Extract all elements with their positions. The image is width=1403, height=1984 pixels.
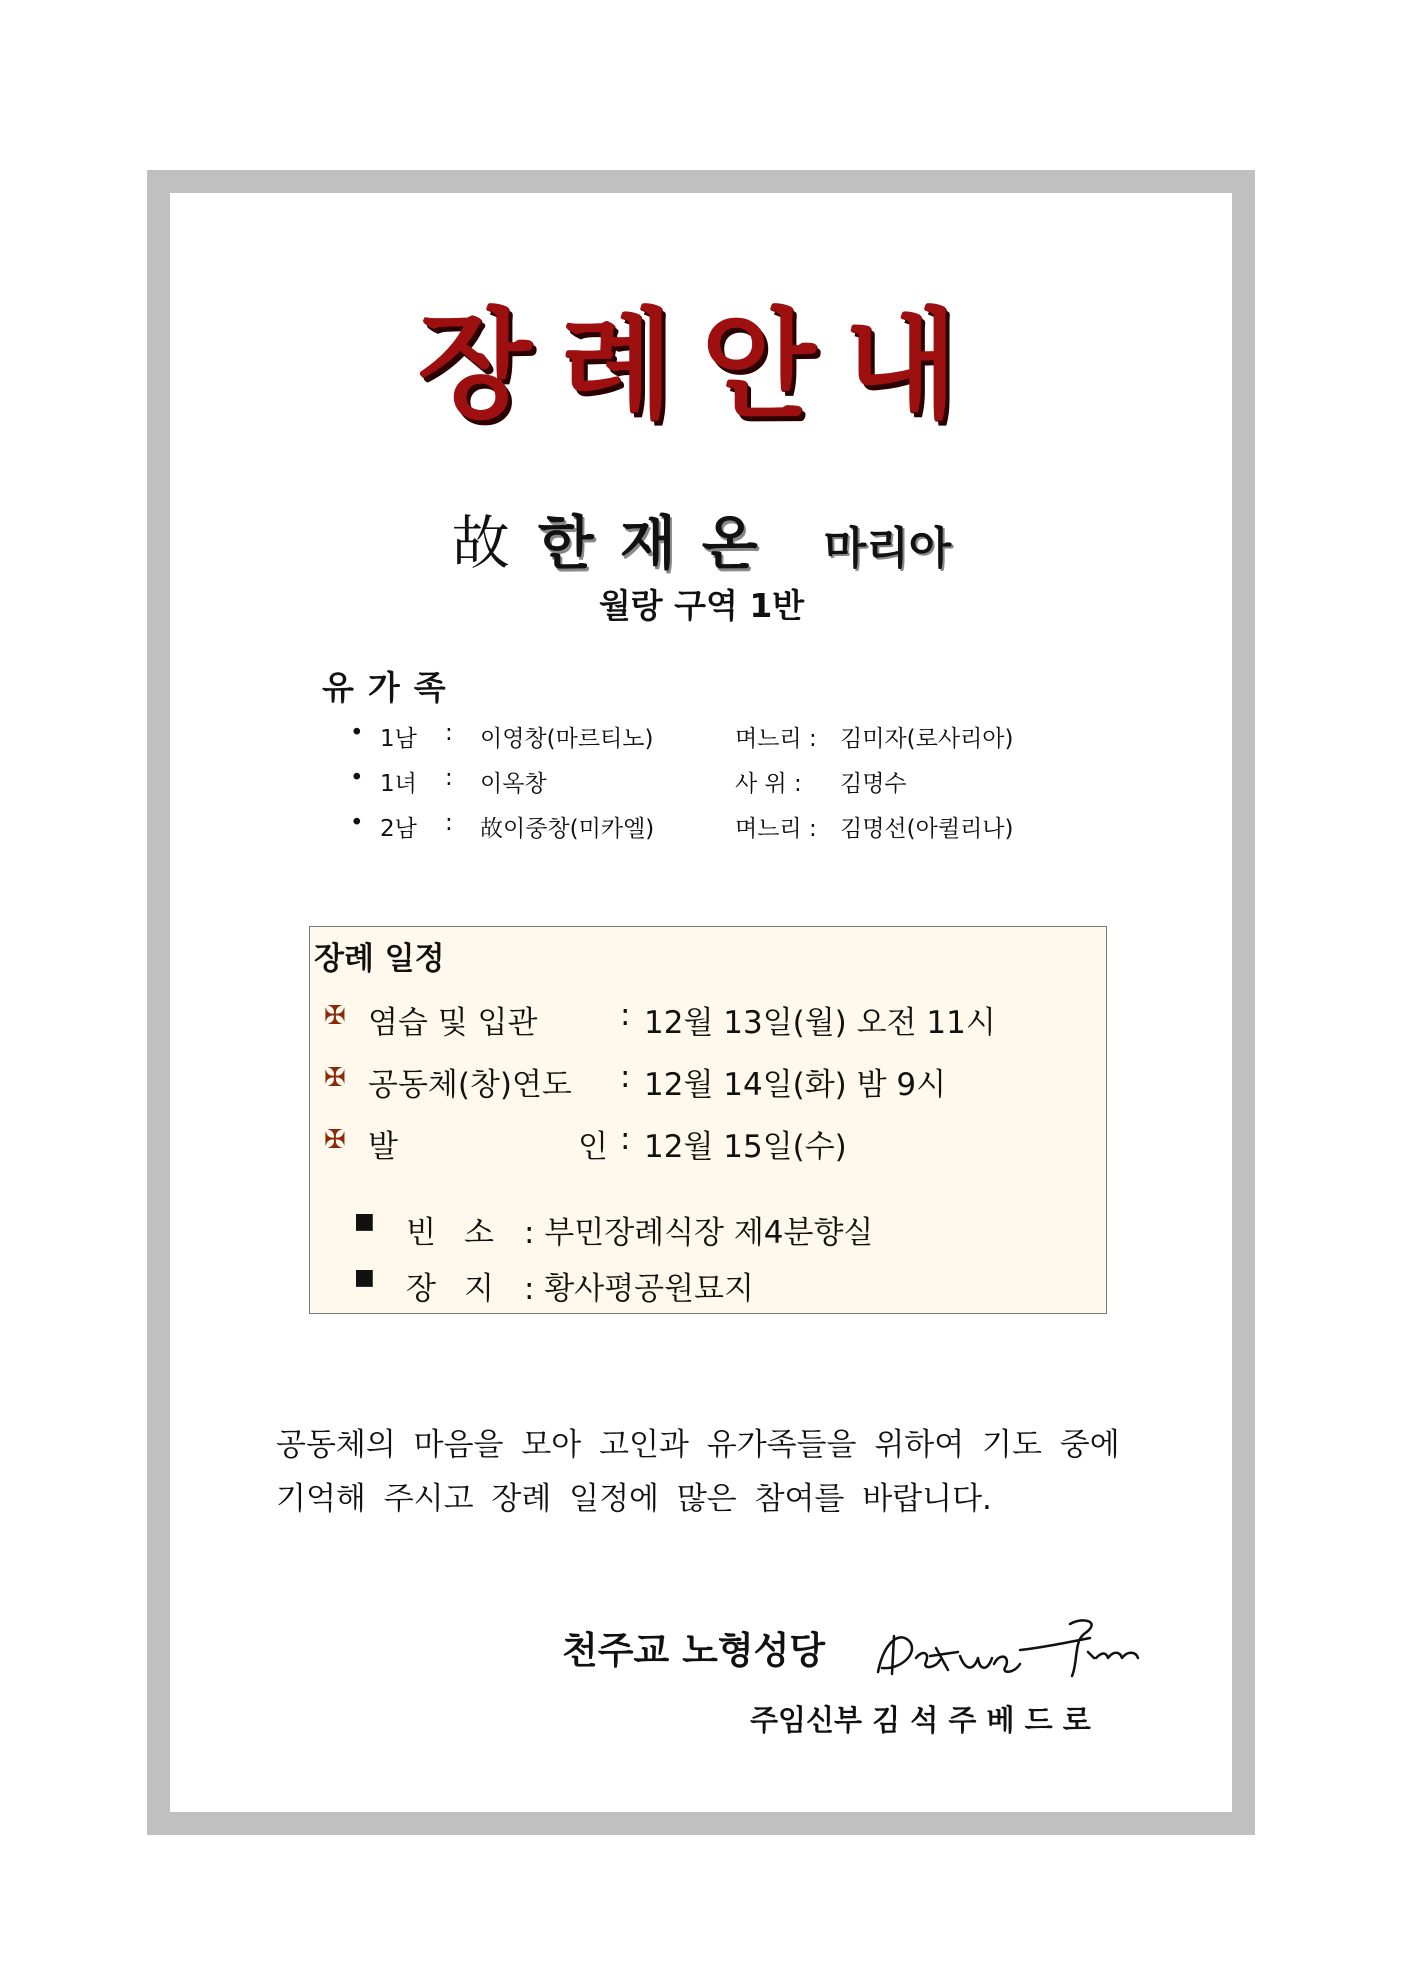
family-row — [350, 765, 1150, 810]
schedule-heading: 장례 일정 — [314, 941, 445, 977]
family-in-law-relation: 며느리 : — [735, 816, 817, 842]
family-in-law-relation: 사 위 : — [735, 771, 802, 797]
message-line: 공동체의 마음을 모아 고인과 유가족들을 위하여 기도 중에 — [276, 1427, 1120, 1463]
family-in-law-name: 김미자(로사리아) — [840, 726, 1014, 752]
family-member-name: 이옥창 — [480, 771, 547, 797]
bullet-icon: • — [350, 720, 364, 746]
family-colon: : — [445, 810, 453, 836]
bullet-icon: • — [350, 810, 364, 836]
schedule-colon: : — [620, 1059, 631, 1095]
family-member-name: 이영창(마르티노) — [480, 726, 654, 752]
deceased-name-line — [0, 496, 1403, 580]
message-line: 기억해 주시고 장례 일정에 많은 참여를 바랍니다. — [276, 1481, 992, 1517]
schedule-value: 12월 14일(화) 밤 9시 — [644, 1067, 947, 1103]
cross-icon: ✠ — [324, 1125, 346, 1155]
info-value: : 부민장례식장 제4분향실 — [524, 1215, 874, 1251]
square-bullet-icon: ■ — [354, 1209, 375, 1234]
schedule-label-part: 발 — [368, 1129, 398, 1165]
closing-message — [276, 1418, 1156, 1526]
page-title: 장례안내 — [417, 296, 986, 434]
schedule-value: 12월 13일(월) 오전 11시 — [644, 1005, 996, 1041]
deceased-prefix: 故 — [451, 509, 510, 577]
family-heading: 유가족 — [322, 668, 460, 707]
deceased-baptismal-name: 마리아 — [823, 523, 952, 574]
schedule-label — [368, 1121, 608, 1166]
family-colon: : — [445, 720, 453, 746]
family-row — [350, 720, 1150, 765]
schedule-value: 12월 15일(수) — [644, 1129, 847, 1165]
pastor-name: 주임신부 김 석 주 베 드 로 — [750, 1703, 1091, 1737]
schedule-colon: : — [620, 997, 631, 1033]
deceased-name: 한재온 — [537, 509, 784, 577]
family-in-law-name: 김명수 — [840, 771, 907, 797]
funeral-schedule-box — [309, 926, 1107, 1314]
family-relation: 2남 — [380, 816, 417, 842]
cross-icon: ✠ — [324, 1063, 346, 1093]
schedule-colon: : — [620, 1121, 631, 1157]
info-label: 빈소 — [406, 1215, 522, 1251]
info-label: 장지 — [406, 1271, 522, 1307]
schedule-label: 염습 및 입관 — [368, 1005, 538, 1041]
family-in-law-relation: 며느리 : — [735, 726, 817, 752]
family-colon: : — [445, 765, 453, 791]
bullet-icon: • — [350, 765, 364, 791]
church-name: 천주교 노형성당 — [562, 1629, 826, 1672]
family-row — [350, 810, 1150, 855]
square-bullet-icon: ■ — [354, 1265, 375, 1290]
deceased-district: 월랑 구역 1반 — [598, 586, 805, 625]
schedule-label: 공동체(창)연도 — [368, 1067, 572, 1103]
pastor-signature — [870, 1612, 1150, 1692]
schedule-label-part: 인 — [578, 1129, 608, 1165]
family-member-name: 故이중창(미카엘) — [480, 816, 655, 842]
family-list — [350, 720, 1150, 855]
cross-icon: ✠ — [324, 1001, 346, 1031]
family-relation: 1남 — [380, 726, 417, 752]
info-value: : 황사평공원묘지 — [524, 1271, 754, 1307]
family-relation: 1녀 — [380, 771, 417, 797]
family-in-law-name: 김명선(아퀼리나) — [840, 816, 1014, 842]
